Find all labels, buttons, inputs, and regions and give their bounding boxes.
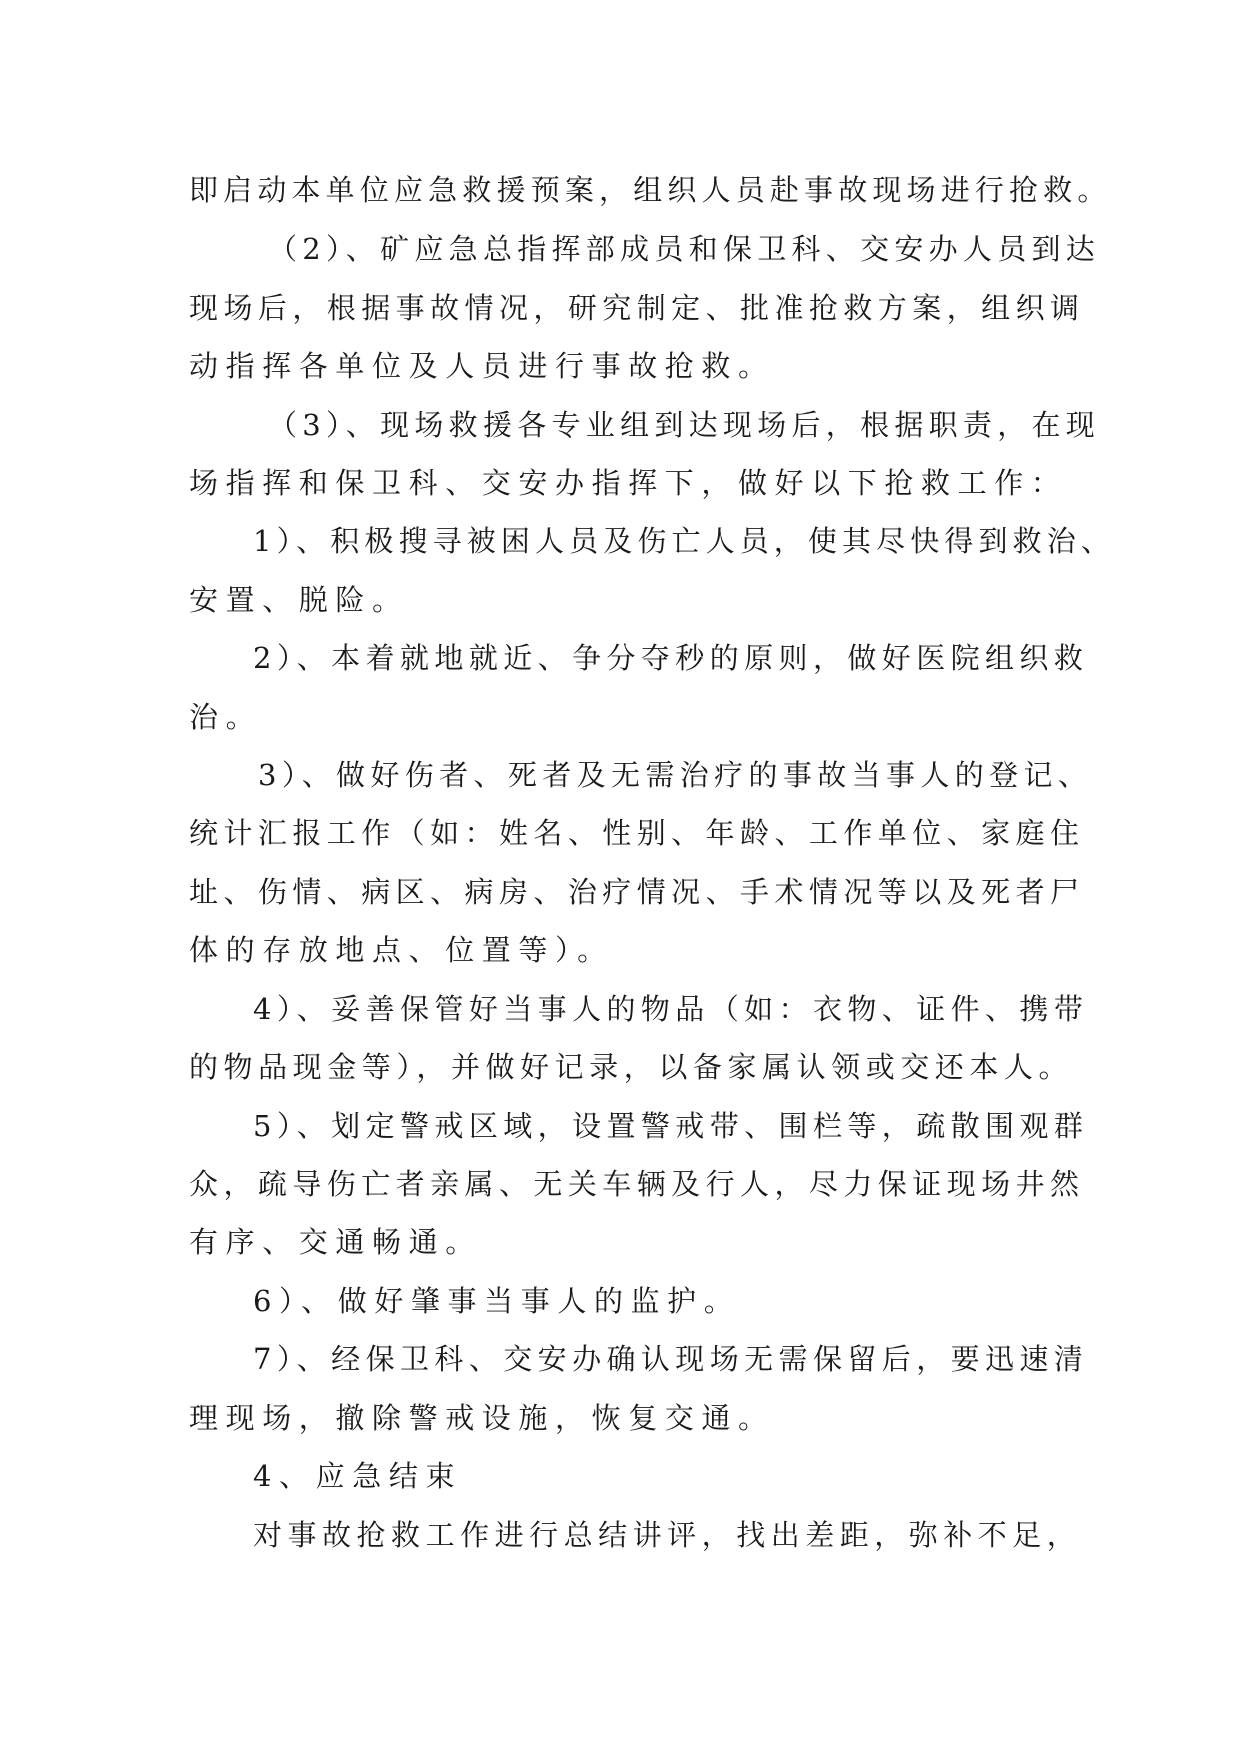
text-line: 7）、经保卫科、交安办确认现场无需保留后，要迅速清 [253,1342,1089,1376]
text-line: 理现场，撤除警戒设施，恢复交通。 [189,1401,775,1435]
text-line: 对事故抢救工作进行总结讲评，找出差距，弥补不足， [253,1518,1082,1552]
text-line: （3）、现场救援各专业组到达现场后，根据职责，在现 [268,408,1101,442]
text-line: 治。 [189,700,263,734]
text-line: 动指挥各单位及人员进行事故抢救。 [189,349,775,383]
section-heading: 4、应急结束 [253,1459,463,1493]
text-line: （2）、矿应急总指挥部成员和保卫科、交安办人员到达 [268,232,1101,266]
text-line: 体的存放地点、位置等）。 [189,933,614,967]
text-line: 3）、做好伤者、死者及无需治疗的事故当事人的登记、 [258,758,1093,792]
text-line: 场指挥和保卫科、交安办指挥下，做好以下抢救工作： [189,466,1068,500]
text-line: 2）、本着就地就近、争分夺秒的原则，做好医院组织救 [253,641,1089,675]
text-line: 统计汇报工作（如：姓名、性别、年龄、工作单位、家庭住 [189,816,1085,850]
text-line: 安置、脱险。 [189,583,409,617]
text-line: 址、伤情、病区、病房、治疗情况、手术情况等以及死者尸 [189,875,1085,909]
text-line: 众，疏导伤亡者亲属、无关车辆及行人，尽力保证现场井然 [189,1167,1085,1201]
text-line: 6）、做好肇事当事人的监护。 [253,1284,741,1318]
text-line: 有序、交通畅通。 [189,1225,482,1259]
text-line: 即启动本单位应急救援预案，组织人员赴事故现场进行抢救。 [189,173,1112,207]
text-line: 4）、妥善保管好当事人的物品（如：衣物、证件、携带 [253,992,1089,1026]
text-line: 1）、积极搜寻被困人员及伤亡人员，使其尽快得到救治、 [253,524,1115,558]
text-line: 的物品现金等），并做好记录，以备家属认领或交还本人。 [189,1050,1074,1084]
text-line: 现场后，根据事故情况，研究制定、批准抢救方案，组织调 [189,291,1085,325]
text-line: 5）、划定警戒区域，设置警戒带、围栏等，疏散围观群 [253,1109,1089,1143]
